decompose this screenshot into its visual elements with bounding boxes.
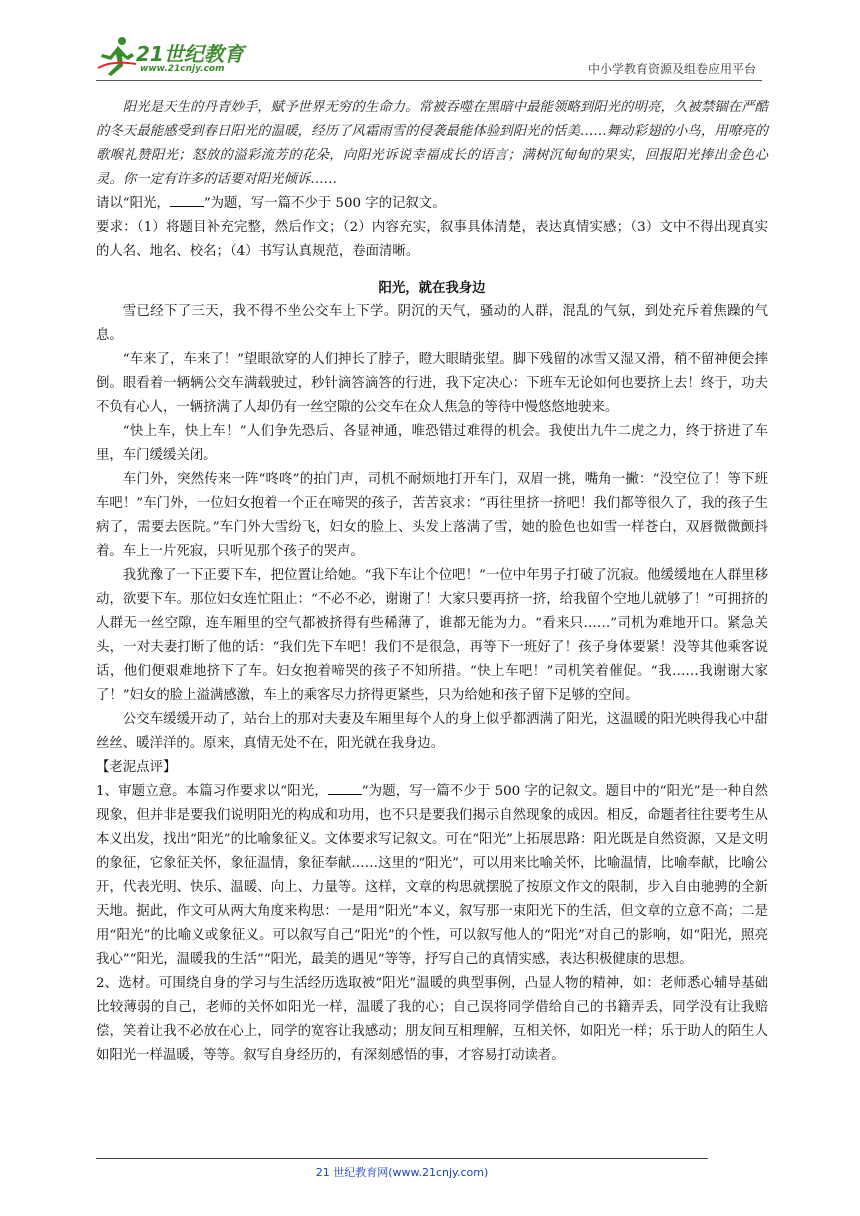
platform-name: 中小学教育资源及组卷应用平台 [587,62,756,76]
logo-text: 21世纪教育 [136,42,244,66]
comment-paragraph-1 [96,780,768,972]
comment-paragraph-2: 2、选材。可围绕自身的学习与生活经历选取被“阳光”温暖的典型事例，凸显人物的精神，如：老师悉心辅导基础比较薄弱的自己，老师的关怀如阳光一样，温暖了我的心；自己误将同学借给自己的书籍弄丢，同学没有让我赔偿，笑着让我不必放在心上，同学的宽容让我感动；朋友间互相理解，互相关怀，如阳光一样；乐于助人的陌生人如阳光一样温暖，等等。叙写自身经历的，有深刻感悟的事，才容易打动读者。 [96,976,768,1063]
essay-paragraph-6: 公交车缓缓开动了，站台上的那对夫妻及车厢里每个人的身上似乎都洒满了阳光，这温暖的阳光映得我心中甜丝丝、暖洋洋的。原来，真情无处不在，阳光就在我身边。 [96,712,768,751]
comment-heading: 【老泥点评】 [96,760,177,775]
site-logo [96,34,266,78]
document-body [96,96,768,1068]
title-blank [170,192,204,207]
essay-paragraph-2: “车来了，车来了！”望眼欲穿的人们抻长了脖子，瞪大眼睛张望。脚下残留的冰雪又湿又滑，稍不留神便会摔倒。眼看着一辆辆公交车满载驶过，秒针滴答滴答的行进，我下定决心：下班车无论如何也要挤上去！终于，功夫不负有心人，一辆挤满了人却仍有一丝空隙的公交车在众人焦急的等待中慢悠悠地驶来。 [96,352,768,415]
footer-divider [96,1158,708,1159]
page-header [96,34,762,81]
prompt-task-before: 请以“阳光， [96,196,170,211]
prompt-task-after: ”为题，写一篇不少于 500 字的记叙文。 [203,196,446,211]
essay-paragraph-5: 我犹豫了一下正要下车，把位置让给她。“我下车让个位吧！”一位中年男子打破了沉寂。他缓缓地在人群里移动，欲要下车。那位妇女连忙阻止：“不必不必，谢谢了！大家只要再挤一挤，给我留个空地儿就够了！”可拥挤的人群无一丝空隙，连车厢里的空气都被挤得有些稀薄了，谁都无能为力。“看来只……”司机为难地开口。紧急关头，一对夫妻打断了他的话：“我们先下车吧！我们不是很急，再等下一班好了！孩子身体要紧！没等其他乘客说话，他们便艰难地挤下了车。妇女抱着啼哭的孩子不知所措。“快上车吧！”司机笑着催促。“我……我谢谢大家了！”妇女的脸上溢满感激，车上的乘客尽力挤得更紧些，只为给她和孩子留下足够的空间。 [96,568,768,703]
prompt-intro: 阳光是天生的丹青妙手，赋予世界无穷的生命力。常被吞噬在黑暗中最能领略到阳光的明亮，久被禁锢在严酷的冬天最能感受到春日阳光的温暖，经历了风霜雨雪的侵袭最能体验到阳光的恬美……舞动彩翅的小鸟，用嘹亮的歌喉礼赞阳光；怒放的溢彩流芳的花朵，向阳光诉说幸福成长的语言；满树沉甸甸的果实，回报阳光捧出金色心灵。你一定有许多的话要对阳光倾诉…… [96,100,768,187]
footer-text: 21 世纪教育网(www.21cnjy.com) [315,1166,489,1179]
essay-paragraph-4: 车门外，突然传来一阵“咚咚”的拍门声，司机不耐烦地打开车门，双眉一挑，嘴角一撇：“没空位了！等下班车吧！”车门外，一位妇女抱着一个正在啼哭的孩子，苦苦哀求：“再往里挤一挤吧！我们都等很久了，我的孩子生病了，需要去医院。”车门外大雪纷飞，妇女的脸上、头发上落满了雪，她的脸色也如雪一样苍白，双唇微微颤抖着。车上一片死寂，只听见那个孩子的哭声。 [96,472,768,559]
essay-title: 阳光，就在我身边 [378,280,486,296]
comment-p1-after: ”为题，写一篇不少于 500 字的记叙文。题目中的“阳光”是一种自然现象，但并非是要我们说明阳光的构成和功用，也不只是要我们揭示自然现象的成因。相反，命题者往往要考生从本义出发，找出“阳光”的比喻象征义。文体要求写记叙文。可在“阳光”上拓展思路：阳光既是自然资源，又是文明的象征，它象征关怀，象征温情，象征奉献……这里的“阳光”，可以用来比喻关怀，比喻温情，比喻奉献，比喻公开，代表光明、快乐、温暖、向上、力量等。这样，文章的构思就摆脱了按原文作文的限制，步入自由驰骋的全新天地。据此，作文可从两大角度来构思：一是用“阳光”本义，叙写那一束阳光下的生活，但文章的立意不高；二是用“阳光”的比喻义或象征义。可以叙写自己“阳光”的个性，可以叙写他人的“阳光”对自己的影响，如“阳光，照亮我心”“阳光，温暖我的生活”“阳光，最美的遇见”等等，抒写自己的真情实感，表达积极健康的思想。 [96,784,768,967]
essay-paragraph-3: “快上车，快上车！”人们争先恐后、各显神通，唯恐错过难得的机会。我使出九牛二虎之力，终于挤进了车里，车门缓缓关闭。 [96,424,768,463]
prompt-task [96,192,768,216]
essay-paragraph-1: 雪已经下了三天，我不得不坐公交车上下学。阴沉的天气，骚动的人群，混乱的气氛，到处充斥着焦躁的气息。 [96,304,768,343]
comment-p1-before: 1、审题立意。本篇习作要求以“阳光， [96,784,328,799]
logo-url: www.21cnjy.com [140,64,225,74]
prompt-requirements: 要求：（1）将题目补充完整，然后作文；（2）内容充实，叙事具体清楚，表达真情实感；（3）文中不得出现真实的人名、地名、校名；（4）书写认真规范，卷面清晰。 [96,220,768,259]
comment-title-blank [328,780,362,795]
runner-logo-icon [96,34,140,78]
